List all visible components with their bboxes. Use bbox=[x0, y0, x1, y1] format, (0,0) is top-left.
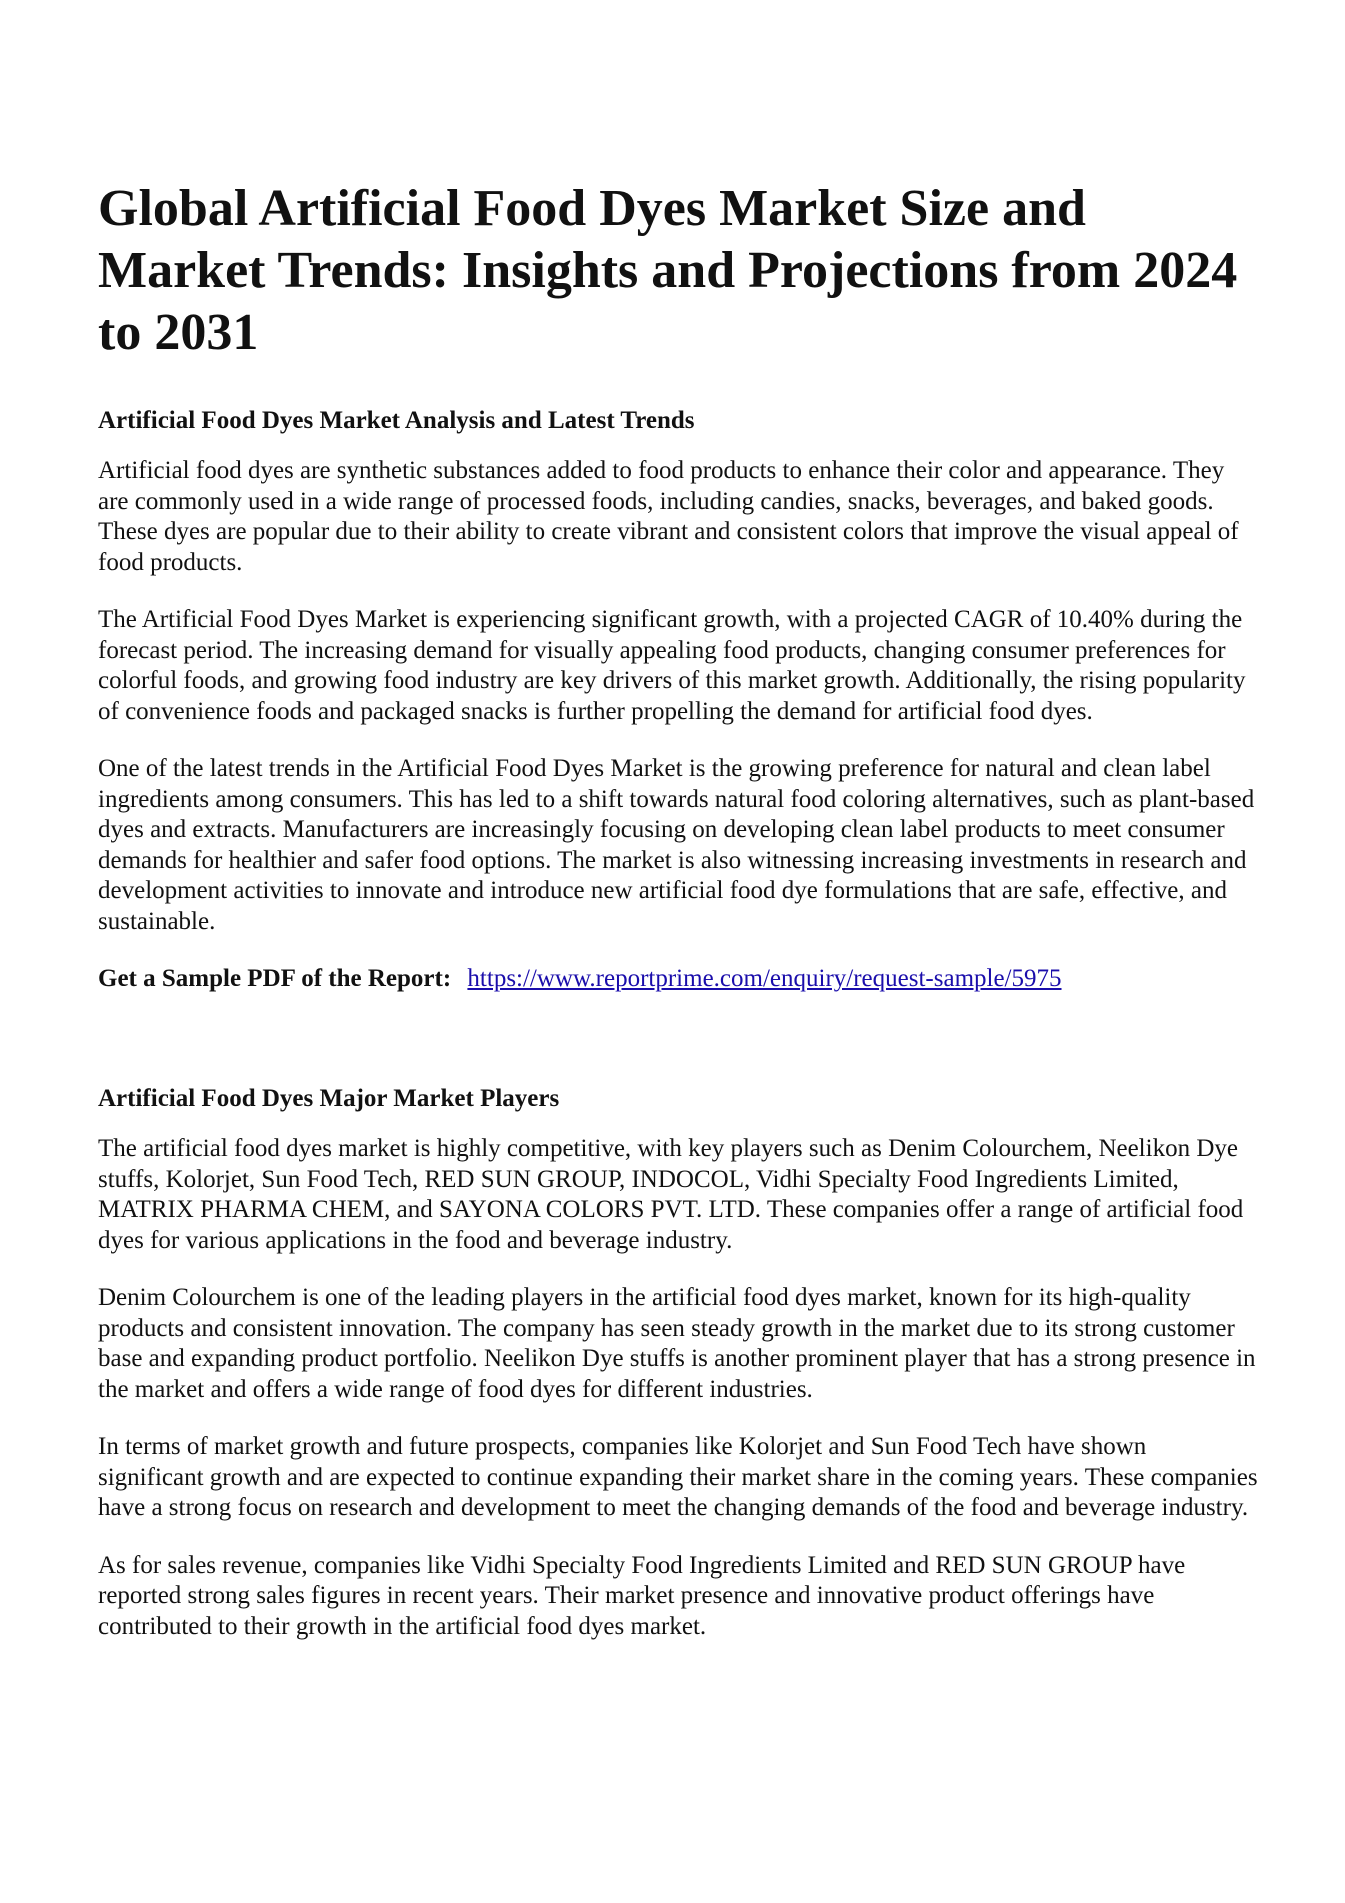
analysis-paragraph-3: One of the latest trends in the Artificial Food Dyes Market is the growing preference for natural and clean label ingredients among consumers. This has led to a shift towards natural food coloring alternatives, such as plant-based dyes and extracts. Manufacturers are increasingly focusing on developing clean label products to meet consumer demands for healthier and safer food options. The market is also witnessing increasing investments in research and development activities to innovate and introduce new artificial food dye formulations that are safe, effective, and sustainable. bbox=[98, 755, 1255, 935]
sample-pdf-line bbox=[98, 964, 1258, 994]
players-paragraph-2: Denim Colourchem is one of the leading players in the artificial food dyes market, known for its high-quality products and consistent innovation. The company has seen steady growth in the market due to its strong customer base and expanding product portfolio. Neelikon Dye stuffs is another prominent player that has a strong presence in the market and offers a wide range of food dyes for different industries. bbox=[98, 1284, 1256, 1403]
analysis-section bbox=[98, 406, 1258, 937]
analysis-paragraph-2: The Artificial Food Dyes Market is experiencing significant growth, with a projected CAGR of 10.40% during the forecast period. The increasing demand for visually appealing food products, changing consumer preferences for colorful foods, and growing food industry are key drivers of this market growth. Additionally, the rising popularity of convenience foods and packaged snacks is further propelling the demand for artificial food dyes. bbox=[98, 606, 1246, 725]
sample-pdf-label: Get a Sample PDF of the Report: bbox=[98, 965, 452, 992]
analysis-paragraph-1: Artificial food dyes are synthetic substances added to food products to enhance their color and appearance. They are commonly used in a wide range of processed foods, including candies, snacks, beverages, and baked goods. These dyes are popular due to their ability to create vibrant and consistent colors that improve the visual appeal of food products. bbox=[98, 457, 1239, 576]
document-page bbox=[98, 178, 1258, 1669]
analysis-heading: Artificial Food Dyes Market Analysis and Latest Trends bbox=[98, 407, 695, 434]
players-section bbox=[98, 1084, 1258, 1642]
players-heading: Artificial Food Dyes Major Market Players bbox=[98, 1085, 560, 1112]
sample-pdf-link[interactable]: https://www.reportprime.com/enquiry/request-sample/5975 bbox=[467, 965, 1062, 992]
players-paragraph-4: As for sales revenue, companies like Vidhi Specialty Food Ingredients Limited and RED SUN GROUP have reported strong sales figures in recent years. Their market presence and innovative product offerings have contributed to their growth in the artificial food dyes market. bbox=[98, 1551, 1186, 1640]
players-paragraph-1: The artificial food dyes market is highly competitive, with key players such as Denim Colourchem, Neelikon Dye stuffs, Kolorjet, Sun Food Tech, RED SUN GROUP, INDOCOL, Vidhi Specialty Food Ingredients Limited, MATRIX PHARMA CHEM, and SAYONA COLORS PVT. LTD. These companies offer a range of artificial food dyes for various applications in the food and beverage industry. bbox=[98, 1135, 1244, 1254]
page-title: Global Artificial Food Dyes Market Size and Market Trends: Insights and Projections from 2024 to 2031 bbox=[98, 180, 1238, 361]
players-paragraph-3: In terms of market growth and future prospects, companies like Kolorjet and Sun Food Tech have shown significant growth and are expected to continue expanding their market share in the coming years. These companies have a strong focus on research and development to meet the changing demands of the food and beverage industry. bbox=[98, 1433, 1258, 1521]
